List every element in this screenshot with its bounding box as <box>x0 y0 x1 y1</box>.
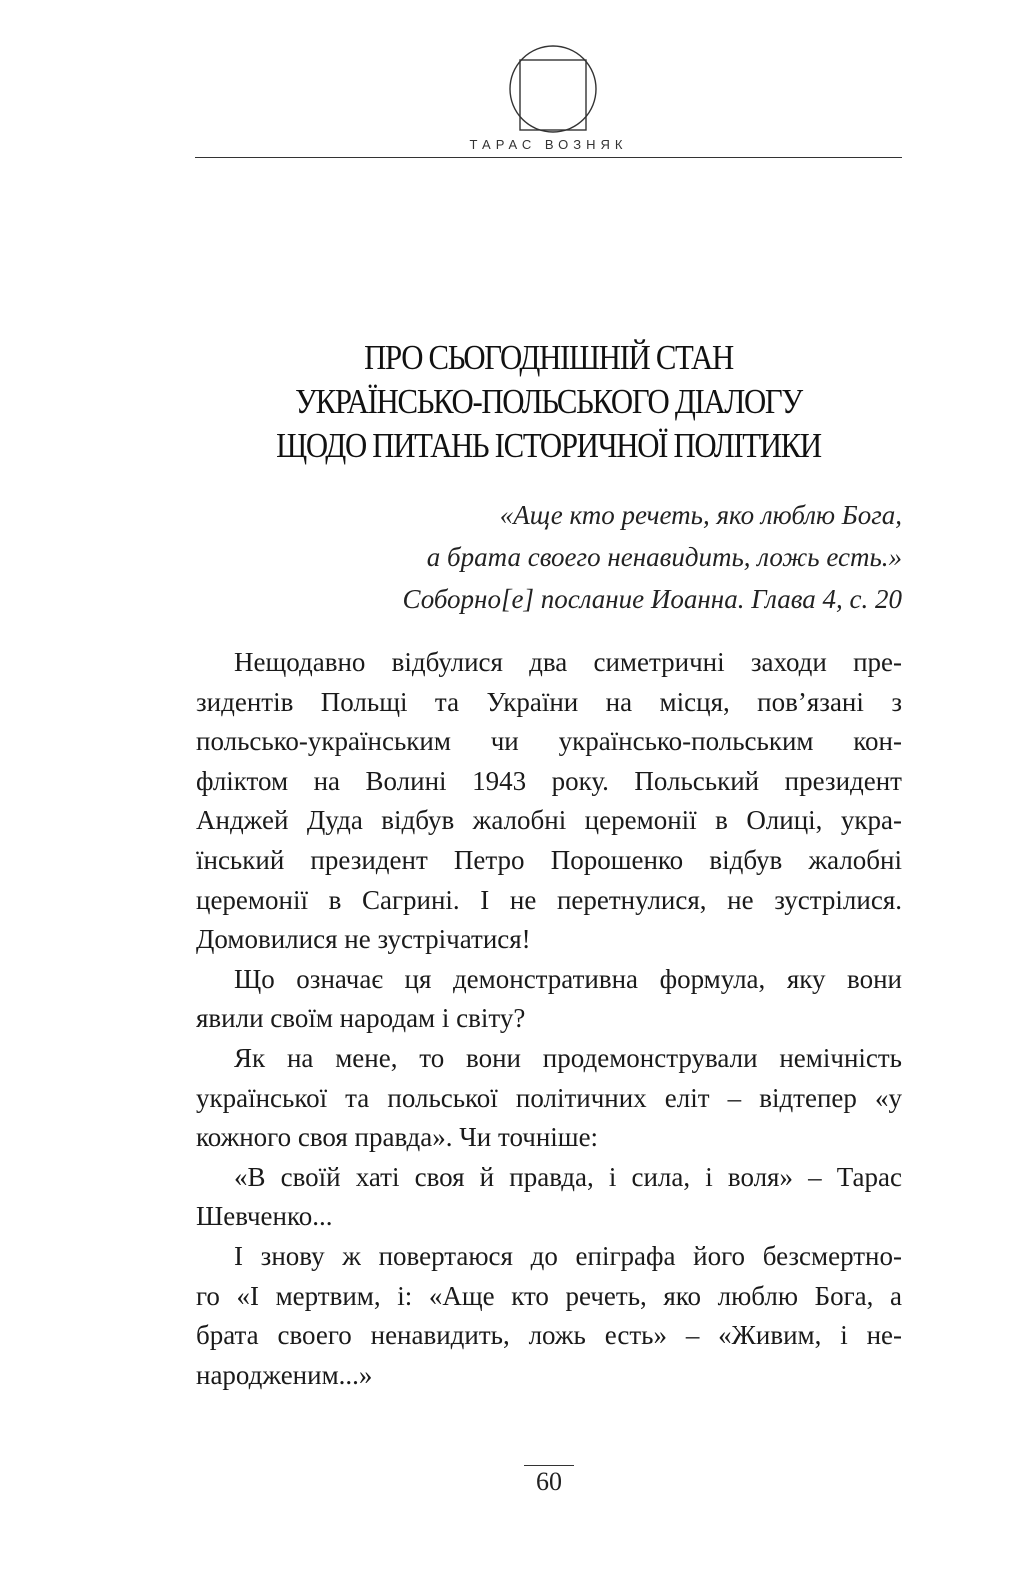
text-line: Як на мене, то вони продемонстрували немічність <box>234 1042 902 1073</box>
epigraph-line: а брата своего ненавидить, ложь есть.» <box>426 542 902 572</box>
header-divider <box>195 157 902 158</box>
text-line: народженим...» <box>196 1359 373 1390</box>
text-line: фліктом на Волині 1943 року. Польський президент <box>196 765 902 796</box>
circle-square-emblem-icon <box>508 44 598 134</box>
epigraph-source: Соборно[е] послание Иоанна. Глава 4, с. 20 <box>402 584 902 614</box>
chapter-title-line: УКРАЇНСЬКО-ПОЛЬСЬКОГО ДІАЛОГУ <box>295 382 802 421</box>
text-line: Анджей Дуда відбув жалобні церемонії в Олиці, укра- <box>196 805 902 836</box>
text-line: го «І мертвим, і: «Аще кто речеть, яко люблю Бога, а <box>196 1280 902 1311</box>
text-line: польсько-українським чи українсько-польським кон- <box>196 726 902 757</box>
text-line: зидентів Польщі та України на місця, пов’язані з <box>196 686 902 717</box>
page-number-rule <box>524 1465 574 1466</box>
text-line: І знову ж повертаюся до епіграфа його безсмертно- <box>234 1240 902 1271</box>
text-line: Нещодавно відбулися два симетричні заходи пре- <box>234 647 902 677</box>
epigraph <box>195 494 902 620</box>
chapter-title-line: ПРО СЬОГОДНІШНІЙ СТАН <box>364 338 733 377</box>
chapter-title-line: ЩОДО ПИТАНЬ ІСТОРИЧНОЇ ПОЛІТИКИ <box>276 426 821 465</box>
text-line: української та польської політичних еліт – відтепер «у <box>196 1082 902 1113</box>
text-line: їнський президент Петро Порошенко відбув жалобні <box>196 844 902 875</box>
text-line: Що означає ця демонстративна формула, яку вони <box>234 963 902 994</box>
text-line: явили своїм народам і світу? <box>196 1003 526 1034</box>
chapter-title <box>237 336 859 468</box>
text-line: брата своего ненавидить, ложь есть» – «Живим, і не- <box>196 1320 902 1351</box>
page-number: 60 <box>536 1467 562 1496</box>
text-line: кожного своя правда». Чи точніше: <box>196 1122 599 1153</box>
text-line: Шевченко... <box>196 1201 333 1232</box>
text-line: Домовилися не зустрічатися! <box>196 924 531 955</box>
text-line: «В своїй хаті своя й правда, і сила, і воля» – Тарас <box>234 1161 902 1192</box>
epigraph-line: «Аще кто речеть, яко люблю Бога, <box>499 500 902 530</box>
body-text <box>196 643 902 1395</box>
running-header-author: ТАРАС ВОЗНЯК <box>469 137 628 152</box>
text-line: церемонії в Сагрині. І не перетнулися, не зустрілися. <box>196 884 902 915</box>
